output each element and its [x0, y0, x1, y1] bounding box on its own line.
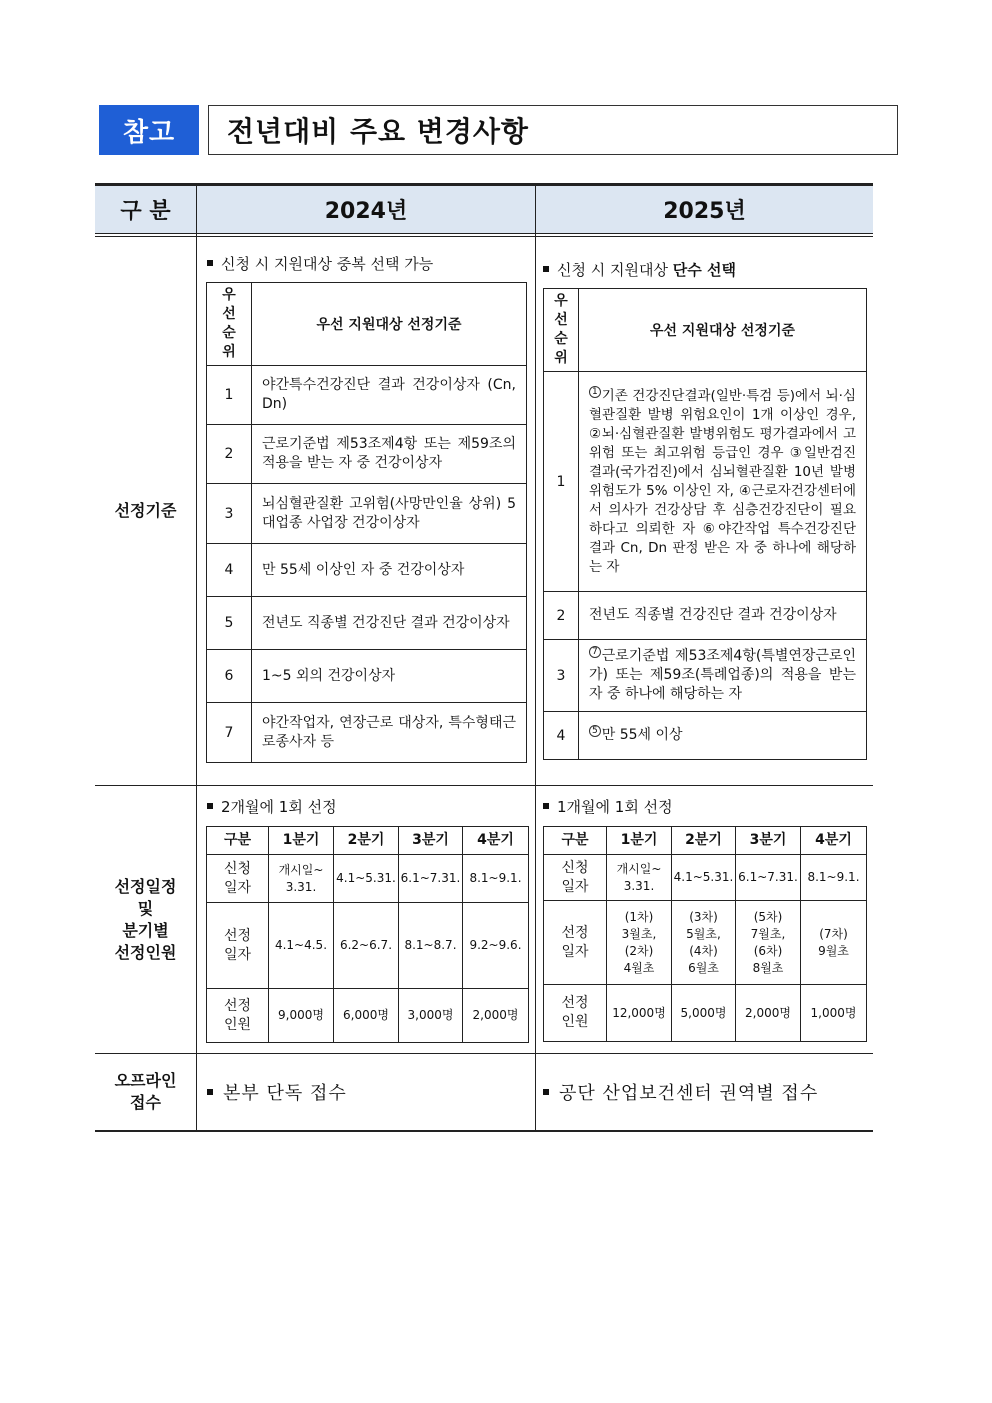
bullet-2025-schedule: 1개월에 1회 선정	[543, 795, 673, 817]
table-row: 1 야간특수건강진단 결과 건강이상자 (Cn, Dn)	[207, 366, 527, 425]
bullet-2025-selection: 신청 시 지원대상 단수 선택	[543, 258, 736, 280]
table-row: 선정 인원 12,000명 5,000명 2,000명 1,000명	[544, 985, 867, 1042]
table-row: 2 근로기준법 제53조제4항 또는 제59조의 적용을 받는 자 중 건강이상자	[207, 425, 527, 484]
criteria-table-2025	[543, 288, 867, 760]
priority-header: 우 선 순 위	[554, 293, 568, 366]
table-row: 3 뇌심혈관질환 고위험(사망만인율 상위) 5대업종 사업장 건강이상자	[207, 484, 527, 544]
table-row: 4 $^5$ 만 55세 이상	[544, 712, 867, 760]
criteria-header: 우선 지원대상 선정기준	[252, 283, 527, 366]
row-label-selection: 선정기준	[114, 501, 177, 520]
table-row: 5 전년도 직종별 건강진단 결과 건강이상자	[207, 597, 527, 650]
table-row: 선정 일자 (1차) 3월초, (2차) 4월초 (3차) 5월초, (4차) 6월초 (5차) 7월초, (6차) 8월초 (7차) 9월초	[544, 901, 867, 985]
table-row: 신청 일자 개시일~ 3.31. 4.1~5.31. 6.1~7.31. 8.1~9.1.	[544, 855, 867, 901]
table-row: 6 1~5 외의 건강이상자	[207, 650, 527, 703]
offline-2025: 공단 산업보건센터 권역별 접수	[543, 1080, 818, 1104]
criteria-header: 우선 지원대상 선정기준	[579, 289, 867, 372]
priority-header: 우 선 순 위	[222, 287, 236, 360]
offline-2024: 본부 단독 접수	[207, 1080, 347, 1104]
header-category: 구 분	[120, 199, 171, 224]
table-row: 선정 인원 9,000명 6,000명 3,000명 2,000명	[207, 989, 529, 1043]
table-bottom-rule	[95, 1130, 873, 1132]
table-row: 4 만 55세 이상인 자 중 건강이상자	[207, 544, 527, 597]
bullet-2024-schedule: 2개월에 1회 선정	[207, 795, 337, 817]
table-row: 3 $^7$ 근로기준법 제53조제4항(특별연장근로인가) 또는 제59조(특례업종)의 적용을 받는 자 중 하나에 해당하는 자	[544, 640, 867, 712]
table-row: 1 $^1$ 기존 건강진단결과(일반·특검 등)에서 뇌·심혈관질환 발병 위험요인이 1개 이상인 경우, ②뇌·심혈관질환 발병위험도 평가결과에서 고위험 또는 최고위험 등급인 경우 ③일반검진결과(국가검진)에서 심뇌혈관질환 10년 발병위험도가 5% 이상인 자, ④근로자건강센터에서 의사가 건강상담 후 심층건강진단이 필요하다고 의뢰한 자 ⑥야간작업 특수건강진단 결과 Cn, Dn 판정 받은 자 중 하나에 해당하는 자	[544, 372, 867, 592]
header-2024: 2024년	[324, 199, 408, 224]
schedule-table-2024: 구분 1분기 2분기 3분기 4분기 신청 일자 개시일~ 3.31. 4.1~5.31. 6.1~7.31. 8.1~9.1. 선정 일자 4.1~4.5. 6.2~6.7. 8.1~8.7. 9.2~9.6. 선정 인원 9,000명 6,000명 3,000명 2,000명	[206, 826, 529, 1043]
reference-badge: 참고	[99, 105, 199, 155]
row-label-schedule: 선정일정 및 분기별 선정인원	[114, 876, 177, 962]
page-title: 전년대비 주요 변경사항	[208, 105, 898, 155]
table-row: 신청 일자 개시일~ 3.31. 4.1~5.31. 6.1~7.31. 8.1~9.1.	[207, 855, 529, 903]
table-row: 선정 일자 4.1~4.5. 6.2~6.7. 8.1~8.7. 9.2~9.6.	[207, 903, 529, 989]
criteria-table-2024	[206, 282, 527, 763]
schedule-table-2025: 구분 1분기 2분기 3분기 4분기 신청 일자 개시일~ 3.31. 4.1~5.31. 6.1~7.31. 8.1~9.1. 선정 일자 (1차) 3월초, (2차) 4월초 (3차) 5월초, (4차) 6월초 (5차) 7월초, (6차) 8월초 (7차) 9월초 선정 인원 12,000명 5,000명 2,000명 1,000명	[543, 826, 867, 1042]
bullet-2024-selection: 신청 시 지원대상 중복 선택 가능	[207, 252, 433, 274]
table-row: 2 전년도 직종별 건강진단 결과 건강이상자	[544, 592, 867, 640]
row-label-offline: 오프라인 접수	[114, 1071, 177, 1112]
header-2025: 2025년	[663, 199, 746, 224]
table-row: 7 야간작업자, 연장근로 대상자, 특수형태근로종사자 등	[207, 703, 527, 763]
